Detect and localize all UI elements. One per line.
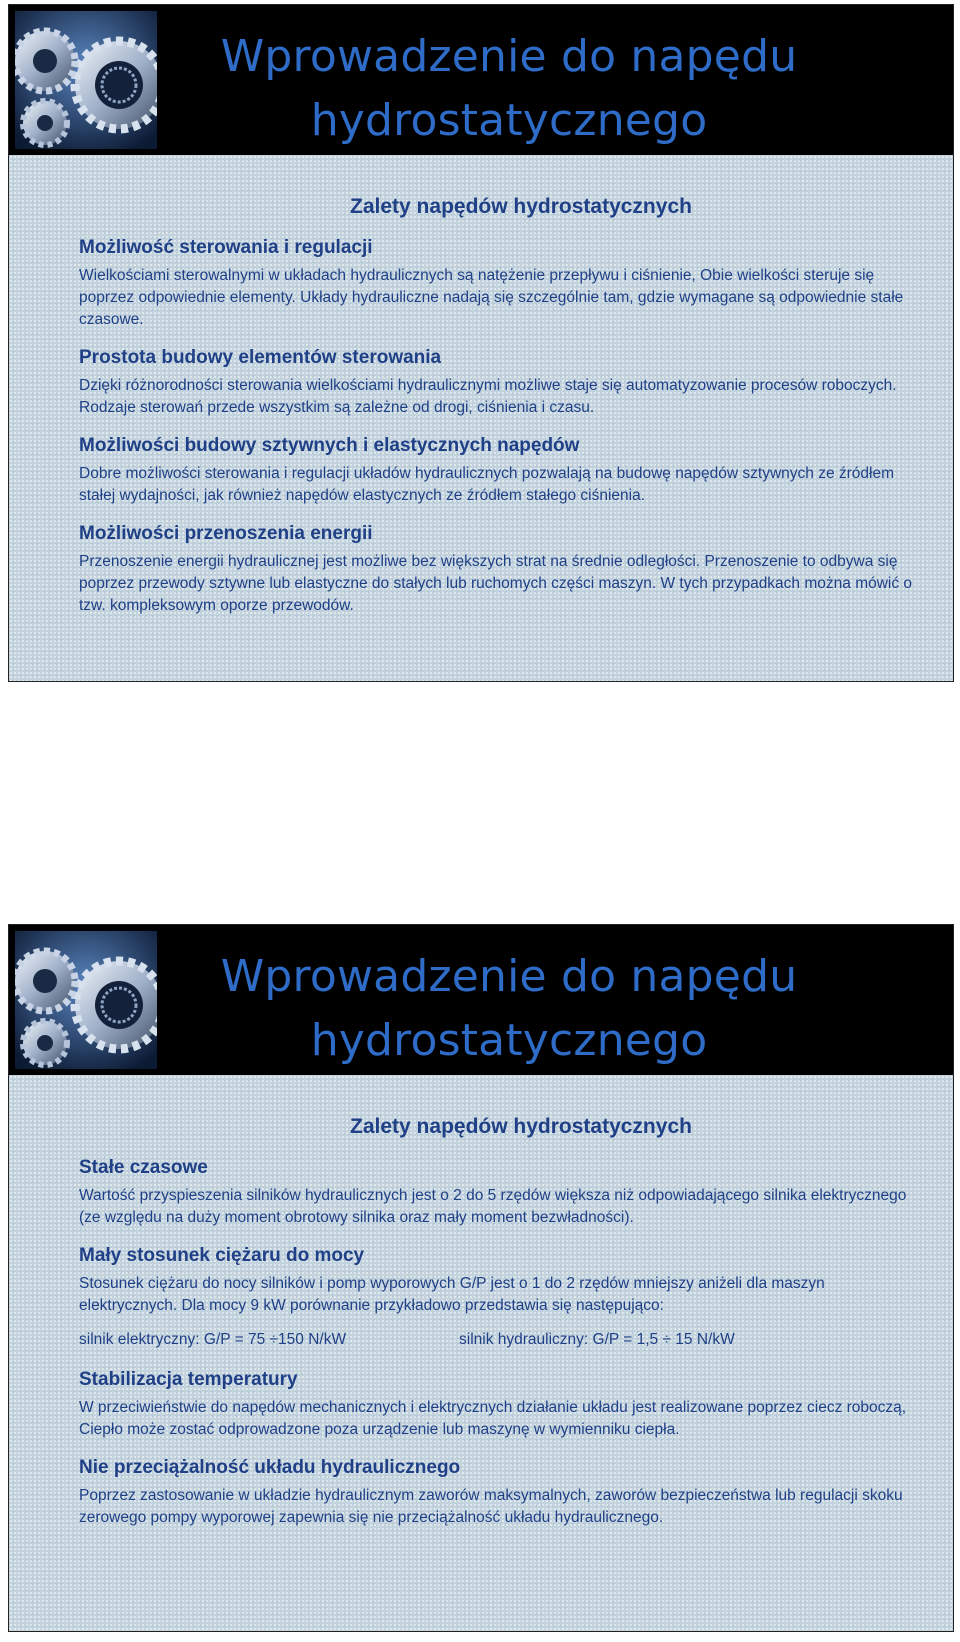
slide-subtitle: Zalety napędów hydrostatycznych [350,1115,692,1138]
slide-2 [8,924,954,1632]
section-heading: Stabilizacja temperatury [79,1369,298,1390]
slide-header [9,925,953,1075]
section-text: Poprzez zastosowanie w układzie hydraulicznym zaworów maksymalnych, zaworów bezpieczeństwa lub regulacji skoku zerowego pompy wyporowej zapewnia się nie przeciążalność układu hydraulicznego. [79,1487,903,1526]
section-text: Stosunek ciężaru do nocy silników i pomp wyporowych G/P jest o 1 do 2 rzędów mniejszy aniżeli dla maszyn elektrycznych. Dla mocy 9 kW porównanie przykładowo przedstawia się następująco: [79,1275,825,1314]
comparison-electric: silnik elektryczny: G/P = 75 ÷150 N/kW [79,1331,347,1348]
slide-title [179,25,839,153]
title-line-2: hydrostatycznego [310,1015,708,1066]
slide-header [9,5,953,155]
section-text: Dobre możliwości sterowania i regulacji układów hydraulicznych pozwalają na budowę napędów sztywnych ze źródłem stałej wydajności, jak również napędów elastycznych ze źródłem stałego ciśnienia. [79,465,895,504]
slide-subtitle: Zalety napędów hydrostatycznych [350,195,692,218]
slide-title [179,945,839,1073]
section-text: W przeciwieństwie do napędów mechanicznych i elektrycznych działanie układu jest realizowane poprzez ciecz roboczą, Ciepło może zostać odprowadzone poza urządzenie lub maszynę w wymienniku ciepła. [79,1399,907,1438]
section-heading: Stałe czasowe [79,1157,208,1178]
title-line-2: hydrostatycznego [310,95,708,146]
section-heading: Możliwości budowy sztywnych i elastycznych napędów [79,435,580,456]
section-heading: Mały stosunek ciężaru do mocy [79,1245,365,1266]
slide-body [9,1075,953,1631]
slide-body [9,155,953,681]
section-text: Wielkościami sterowalnymi w układach hydraulicznych są natężenie przepływu i ciśnienie, Obie wielkości steruje się poprzez odpowiednie elementy. Układy hydrauliczne nadają się szczególnie tam, gdzie wymagane są odpowiednie stałe czasowe. [79,267,904,328]
comparison-hydraulic: silnik hydrauliczny: G/P = 1,5 ÷ 15 N/kW [459,1331,735,1348]
slide-1 [8,4,954,682]
section-heading: Prostota budowy elementów sterowania [79,347,442,368]
gear-logo-icon [15,931,157,1069]
section-heading: Możliwość sterowania i regulacji [79,237,373,258]
section-text: Przenoszenie energii hydraulicznej jest możliwe bez większych strat na średnie odległości. Przenoszenie to odbywa się poprzez przewody sztywne lub elastyczne do stałych lub ruchomych części maszyn. W tych przypadkach można mówić o tzw. kompleksowym oporze przewodów. [79,553,913,614]
section-heading: Nie przeciążalność układu hydraulicznego [79,1457,461,1478]
section-heading: Możliwości przenoszenia energii [79,523,373,544]
section-text: Dzięki różnorodności sterowania wielkościami hydraulicznymi możliwe staje się automatyzowanie procesów roboczych. Rodzaje sterowań przede wszystkim są zależne od drogi, ciśnienia i czasu. [79,377,897,416]
gear-logo-icon [15,11,157,149]
comparison-row [79,1329,923,1351]
section-text: Wartość przyspieszenia silników hydraulicznych jest o 2 do 5 rzędów większa niż odpowiadającego silnika elektrycznego (ze względu na duży moment obrotowy silnika oraz mały moment bezwładności). [79,1187,907,1226]
title-line-1: Wprowadzenie do napędu [220,31,798,82]
title-line-1: Wprowadzenie do napędu [220,951,798,1002]
